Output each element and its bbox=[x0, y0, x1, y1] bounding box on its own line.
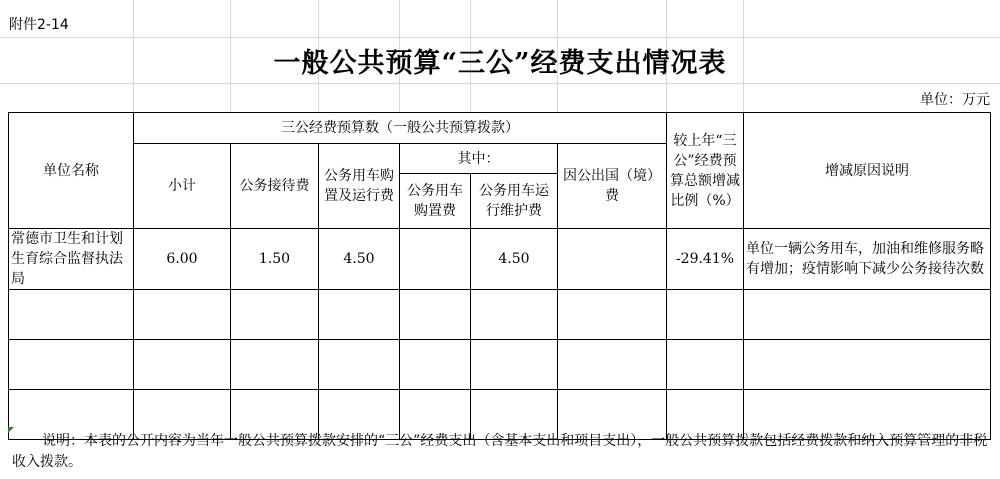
attachment-label: 附件2-14 bbox=[9, 17, 69, 33]
cell-overseas bbox=[558, 340, 667, 390]
header-subtotal: 小计 bbox=[134, 144, 231, 229]
header-reason: 增减原因说明 bbox=[744, 113, 991, 229]
cell-reception: 1.50 bbox=[231, 229, 319, 290]
cell-reason: 单位一辆公务用车，加油和维修服务略有增加；疫情影响下减少公务接待次数 bbox=[744, 229, 991, 290]
page-title: 一般公共预算“三公”经费支出情况表 bbox=[273, 48, 727, 79]
cell-reason bbox=[744, 340, 991, 390]
cell-vehicle-operation bbox=[471, 340, 558, 390]
cell-reason bbox=[744, 290, 991, 340]
cell-subtotal: 6.00 bbox=[134, 229, 231, 290]
table-row bbox=[9, 229, 991, 290]
cell-change-ratio bbox=[667, 290, 744, 340]
grid-line bbox=[0, 37, 1000, 38]
header-vehicle-purchase: 公务用车购置费 bbox=[400, 174, 471, 229]
cell-unit-name bbox=[9, 290, 134, 340]
header-change-ratio: 较上年“三公”经费预算总额增减比例（%） bbox=[667, 113, 744, 229]
grid-line bbox=[0, 83, 1000, 84]
header-vehicle-operation: 公务用车运行维护费 bbox=[471, 174, 558, 229]
header-budget-group: 三公经费预算数（一般公共预算拨款） bbox=[134, 113, 667, 144]
header-of-which: 其中： bbox=[400, 144, 558, 174]
cell-vehicle-purchase bbox=[400, 290, 471, 340]
cell-change-ratio bbox=[667, 340, 744, 390]
table-row bbox=[9, 290, 991, 340]
header-row bbox=[9, 113, 991, 144]
cell-vehicle-total bbox=[319, 290, 400, 340]
cell-vehicle-total: 4.50 bbox=[319, 229, 400, 290]
cell-vehicle-operation: 4.50 bbox=[471, 229, 558, 290]
cell-unit-name: 常德市卫生和计划生育综合监督执法局 bbox=[9, 229, 134, 290]
header-unit-name: 单位名称 bbox=[9, 113, 134, 229]
header-overseas: 因公出国（境）费 bbox=[558, 144, 667, 229]
cell-overseas bbox=[558, 290, 667, 340]
cell-reception bbox=[231, 340, 319, 390]
cell-subtotal bbox=[134, 340, 231, 390]
cell-vehicle-purchase bbox=[400, 340, 471, 390]
header-reception: 公务接待费 bbox=[231, 144, 319, 229]
cell-vehicle-total bbox=[319, 340, 400, 390]
budget-table bbox=[8, 112, 991, 440]
cell-vehicle-purchase bbox=[400, 229, 471, 290]
table-row bbox=[9, 340, 991, 390]
cell-overseas bbox=[558, 229, 667, 290]
cell-change-ratio: -29.41% bbox=[667, 229, 744, 290]
cell-unit-name bbox=[9, 340, 134, 390]
footnote: 说明：本表的公开内容为当年一般公共预算拨款安排的“三公”经费支出（含基本支出和项目支出），一般公共预算拨款包括经费拨款和纳入预算管理的非税收入拨款。 bbox=[12, 433, 988, 470]
unit-label: 单位：万元 bbox=[920, 92, 990, 108]
cell-vehicle-operation bbox=[471, 290, 558, 340]
header-vehicle-total: 公务用车购置及运行费 bbox=[319, 144, 400, 229]
cell-subtotal bbox=[134, 290, 231, 340]
cell-reception bbox=[231, 290, 319, 340]
